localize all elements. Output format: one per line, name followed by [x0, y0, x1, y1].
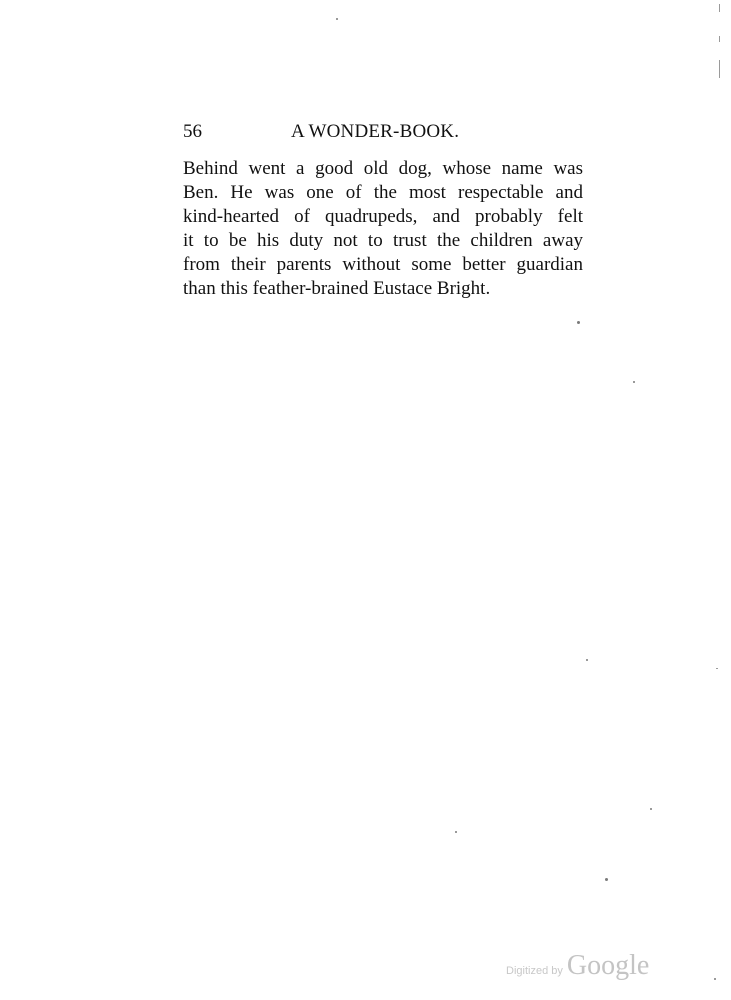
page-number: 56 [183, 121, 202, 142]
body-paragraph [183, 157, 583, 301]
scan-speck [716, 668, 718, 669]
scan-edge-mark [719, 36, 720, 42]
scan-speck [455, 831, 457, 833]
scan-speck [650, 808, 652, 810]
digitized-watermark [506, 950, 649, 984]
scan-speck [336, 18, 338, 20]
text-line: Behind went a good old dog, whose name was [183, 158, 583, 179]
scan-edge-mark [719, 4, 720, 12]
running-title: A WONDER-BOOK. [291, 121, 460, 142]
scan-speck [586, 659, 588, 661]
scan-speck [633, 381, 635, 383]
running-head [183, 121, 583, 147]
scan-edge-mark [719, 60, 720, 78]
text-line: it to be his duty not to trust the children away [183, 230, 583, 251]
watermark-prefix: Digitized by [506, 965, 563, 977]
google-logo: Google [566, 950, 650, 981]
text-line: from their parents without some better guardian [183, 254, 583, 275]
text-line: kind-hearted of quadrupeds, and probably felt [183, 206, 583, 227]
text-line: than this feather-brained Eustace Bright. [183, 278, 491, 299]
scan-speck [577, 321, 580, 324]
scan-speck [714, 978, 716, 980]
scan-speck [605, 878, 608, 881]
text-line: Ben. He was one of the most respectable and [183, 182, 583, 203]
